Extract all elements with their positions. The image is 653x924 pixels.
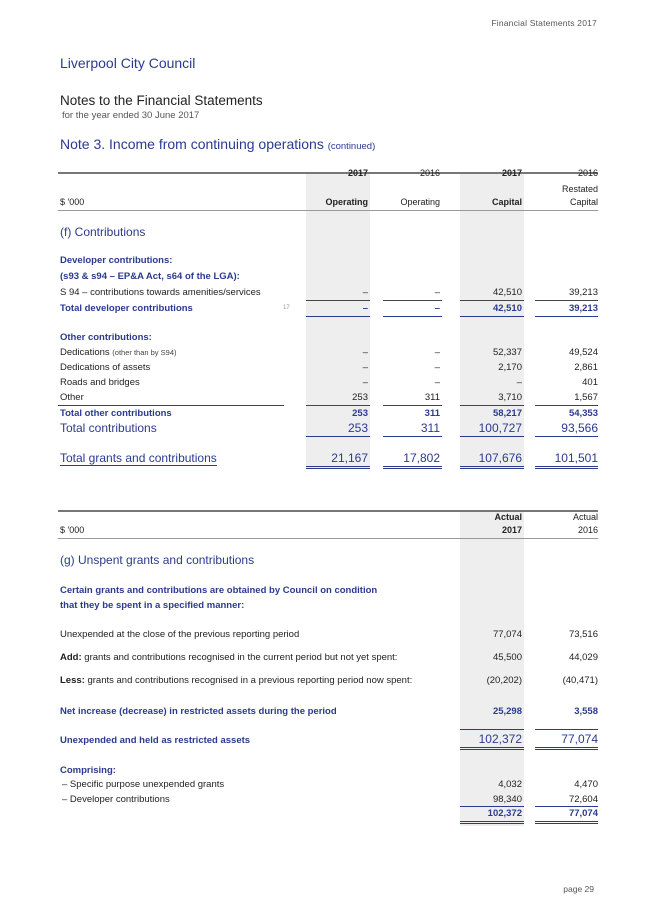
grand-rule-4 [535,466,598,469]
t2-row-1-text: Unexpended at the close of the previous reporting period [60,629,300,640]
t2-row-3-label [60,675,460,686]
contrib-total-v1: 253 [347,421,368,435]
grand-total-v1: 21,167 [331,451,368,465]
grand-rule-1 [306,466,370,469]
t2-held-label: Unexpended and held as restricted assets [60,735,251,746]
council-name: Liverpool City Council [60,55,196,71]
t1-col3-year: 2017 [501,168,522,178]
other-row-3-v1: – [362,377,368,388]
t2-held-top-rule-2 [535,729,598,730]
t2-held-v1: 102,372 [478,732,522,746]
note-heading [60,136,375,152]
contrib-total-v2: 311 [420,421,440,435]
other-row-3-v4: 401 [582,377,598,388]
other-row-4-v1: 253 [352,392,368,403]
t1-unit: $ '000 [60,197,85,207]
other-rule-2 [383,405,442,406]
dev-total-rule-2 [383,316,442,317]
dev-rule-3 [460,300,524,301]
t2-net-label: Net increase (decrease) in restricted assets during the period [60,706,337,717]
contrib-total-label: Total contributions [60,421,157,435]
t1-col2-year: 2016 [419,168,440,178]
dev-row-v4: 39,213 [568,287,598,298]
t2-net-v1: 25,298 [492,706,522,717]
t2-row-2-v1: 45,500 [492,652,522,663]
t2-row-2-label [60,652,397,663]
t2-held-bottom-rule-2 [535,747,598,750]
t2-row-1-v1: 77,074 [492,629,522,640]
other-row-4-label: Other [60,392,84,403]
notes-title: Notes to the Financial Statements [60,93,263,108]
other-heading: Other contributions: [60,332,152,343]
t2-held-bottom-rule-1 [460,747,524,750]
t1-col4-restated: Restated [561,184,598,194]
grand-total-label: Total grants and contributions [60,451,217,465]
t2-row-1-label [60,629,299,640]
t2-held-v2: 77,074 [561,732,598,746]
notes-subtitle: for the year ended 30 June 2017 [62,110,200,121]
other-row-2-v2: – [434,362,440,373]
t2-comp-total-v1: 102,372 [487,808,522,819]
table2-header-rule [58,538,598,539]
contrib-rule-1 [306,436,370,437]
t2-col1-year: 2017 [501,525,522,535]
t2-col2-top: Actual [572,512,598,522]
t2-comp-rule-1 [460,806,524,807]
contrib-rule-2 [383,436,442,437]
grand-total-v4: 101,501 [554,451,598,465]
dev-rule-2 [383,300,442,301]
t2-comp-total-v2: 77,074 [568,808,598,819]
other-row-3-v3: – [516,377,522,388]
t2-row-3-text: grants and contributions recognised in a previous reporting period now spent: [84,675,413,686]
t2-net-v2: 3,558 [574,706,598,717]
other-row-1-v1: – [362,347,368,358]
dev-total-v1: – [362,303,368,314]
dev-total-note-ref: 17 [283,305,290,311]
dev-total-v3: 42,510 [492,303,522,314]
t2-intro-2: that they be spent in a specified manner: [60,600,245,611]
contrib-rule-4 [535,436,598,437]
dev-rule-4 [535,300,598,301]
dev-total-label: Total developer contributions [60,303,193,314]
note-continued: (continued) [327,141,376,152]
other-total-label: Total other contributions [60,408,172,419]
other-rule-1 [306,405,370,406]
t2-col2-year: 2016 [577,525,598,535]
t2-comprising: Comprising: [60,765,116,776]
t2-row-2-prefix: Add: [60,652,82,663]
other-row-4-v3: 3,710 [498,392,522,403]
t1-col2-sub: Operating [400,197,440,207]
other-rule-3 [460,405,524,406]
t2-row-1-v2: 73,516 [568,629,598,640]
other-rule-4 [535,405,598,406]
dev-rule-1 [306,300,370,301]
report-header: Financial Statements 2017 [491,18,597,28]
grand-total-v3: 107,676 [478,451,522,465]
dev-total-rule-4 [535,316,598,317]
t2-row-3-v1: (20,202) [486,675,522,686]
contrib-total-v4: 93,566 [561,421,598,435]
t1-col4-sub: Capital [569,197,598,207]
other-row-2-label: Dedications of assets [60,362,151,373]
note-heading-text: Note 3. Income from continuing operations [60,136,324,152]
grand-total-v2: 17,802 [403,451,440,465]
other-row-1-v2: – [434,347,440,358]
t1-col3-sub: Capital [491,197,522,207]
t2-comp-row-2-v2: 72,604 [568,794,598,805]
t2-comp-row-2-label: – Developer contributions [62,794,170,805]
contrib-total-v3: 100,727 [478,421,522,435]
t2-unit: $ '000 [60,525,85,535]
page-number: page 29 [563,884,594,894]
t2-comp-row-1-v1: 4,032 [498,779,522,790]
other-total-v2: 311 [424,408,440,419]
other-row-1-label-main: Dedications [60,347,110,358]
section-g-title: (g) Unspent grants and contributions [60,553,255,567]
other-row-3-v2: – [434,377,440,388]
t2-comp-row-1-v2: 4,470 [574,779,598,790]
other-row-1-v3: 52,337 [492,347,522,358]
other-row-2-v4: 2,861 [574,362,598,373]
t2-row-2-v2: 44,029 [568,652,598,663]
t2-intro-1: Certain grants and contributions are obtained by Council on condition [60,585,378,596]
other-row-2-v1: – [362,362,368,373]
t2-comp-total-rule-1 [460,821,524,824]
t1-col1-year: 2017 [347,168,368,178]
other-row-1-label-small: (other than by S94) [112,348,177,357]
other-row-4-v2: 311 [424,392,440,403]
dev-row-v1: – [362,287,368,298]
dev-total-rule-1 [306,316,370,317]
t2-comp-row-2-v1: 98,340 [492,794,522,805]
dev-total-rule-3 [460,316,524,317]
grand-rule-3 [460,466,524,469]
other-row-3-label: Roads and bridges [60,377,140,388]
t2-col1-top: Actual [494,512,522,522]
t2-comp-row-1-label: – Specific purpose unexpended grants [62,779,225,790]
dev-row-v3: 42,510 [492,287,522,298]
t1-col1-sub: Operating [325,197,368,207]
dev-total-v4: 39,213 [568,303,598,314]
other-label-rule [58,405,284,406]
t2-row-3-prefix: Less: [60,675,85,686]
other-row-1-v4: 49,524 [568,347,598,358]
table1-header-rule [58,210,598,211]
dev-row-v2: – [434,287,440,298]
other-row-4-v4: 1,567 [574,392,598,403]
t2-comp-rule-2 [535,806,598,807]
grand-rule-2 [383,466,442,469]
t2-comp-total-rule-2 [535,821,598,824]
t1-col4-year: 2016 [577,168,598,178]
contrib-rule-3 [460,436,524,437]
dev-heading-1: Developer contributions: [60,255,173,266]
dev-heading-2: (s93 & s94 – EP&A Act, s64 of the LGA): [60,271,240,282]
t2-row-2-text: grants and contributions recognised in the current period but not yet spent: [81,652,398,663]
other-total-v4: 54,353 [568,408,598,419]
dev-total-v2: – [434,303,440,314]
t2-row-3-v2: (40,471) [562,675,598,686]
other-total-v1: 253 [352,408,368,419]
other-row-2-v3: 2,170 [498,362,522,373]
other-row-1-label [60,347,177,358]
t2-held-top-rule-1 [460,729,524,730]
other-total-v3: 58,217 [492,408,522,419]
section-f-title: (f) Contributions [60,225,146,239]
dev-row-label: S 94 – contributions towards amenities/services [60,287,261,298]
